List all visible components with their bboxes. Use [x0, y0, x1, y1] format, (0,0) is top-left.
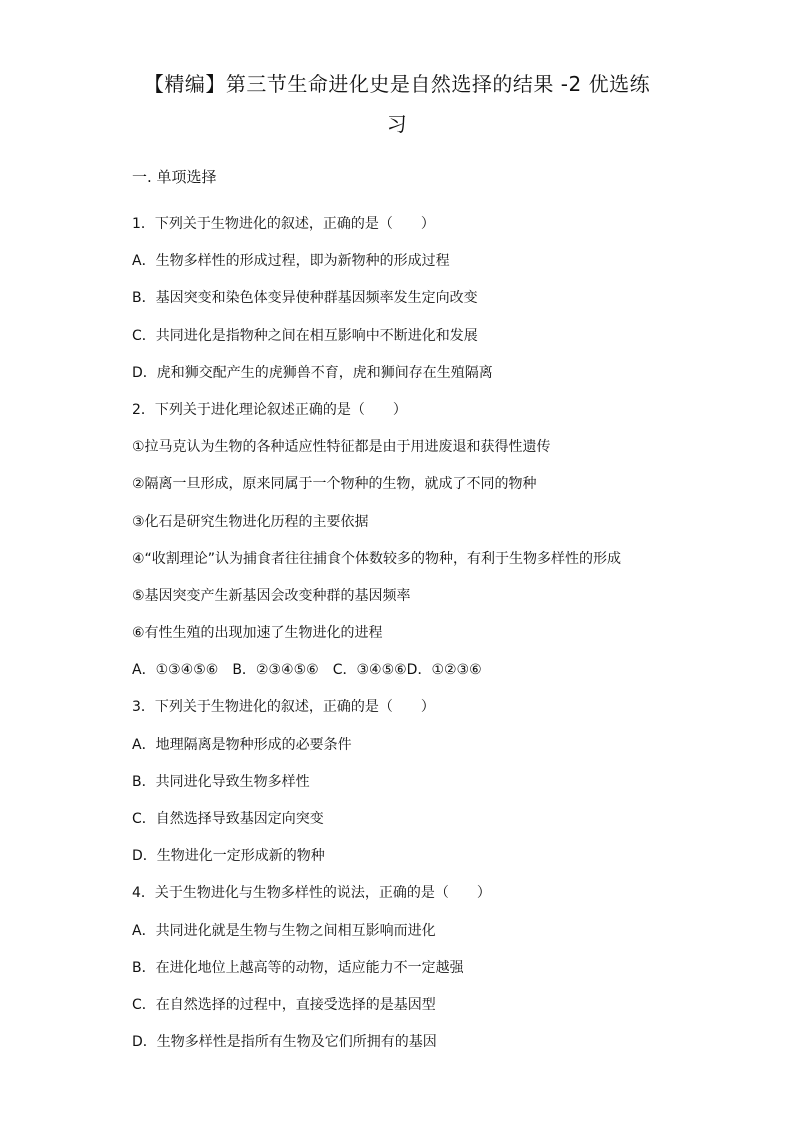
question-1-option-a: A．生物多样性的形成过程，即为新物种的形成过程 [132, 253, 450, 270]
question-4-stem: 4．关于生物进化与生物多样性的说法，正确的是（ ） [132, 885, 491, 902]
question-4-option-c: C．在自然选择的过程中，直接受选择的是基因型 [132, 996, 436, 1013]
question-1-stem: 1．下列关于生物进化的叙述，正确的是（ ） [132, 216, 435, 232]
question-4-option-b: B．在进化地位上越高等的动物，适应能力不一定越强 [132, 959, 464, 976]
question-3-option-d: D．生物进化一定形成新的物种 [132, 848, 325, 865]
title-line-2: 习 [386, 112, 408, 136]
question-2-stem: 2．下列关于进化理论叙述正确的是（ ） [132, 401, 407, 418]
question-1-option-b: B．基因突变和染色体变异使种群基因频率发生定向改变 [132, 290, 478, 307]
question-3-option-b: B．共同进化导致生物多样性 [132, 773, 310, 790]
question-3-stem: 3．下列关于生物进化的叙述，正确的是（ ） [132, 699, 435, 716]
question-2-statement-1: ①拉马克认为生物的各种适应性特征都是由于用进废退和获得性遗传 [132, 439, 551, 456]
question-2-options: A．①③④⑤⑥ B．②③④⑤⑥ C．③④⑤⑥D．①②③⑥ [132, 662, 482, 679]
document-title [100, 64, 694, 144]
question-2-statement-6: ⑥有性生殖的出现加速了生物进化的进程 [132, 625, 383, 642]
question-1-option-d: D．虎和狮交配产生的虎狮兽不育，虎和狮间存在生殖隔离 [132, 364, 493, 381]
question-2-statement-2: ②隔离一旦形成，原来同属于一个物种的生物，就成了不同的物种 [132, 476, 537, 493]
question-2-statement-5: ⑤基因突变产生新基因会改变种群的基因频率 [132, 587, 411, 604]
section-heading: 一. 单项选择 [132, 168, 217, 186]
question-2-statement-4: ④“收割理论”认为捕食者往往捕食个体数较多的物种，有利于生物多样性的形成 [132, 550, 622, 567]
question-4-option-d: D．生物多样性是指所有生物及它们所拥有的基因 [132, 1034, 437, 1051]
question-1-option-c: C．共同进化是指物种之间在相互影响中不断进化和发展 [132, 327, 478, 344]
question-list [132, 212, 732, 1067]
question-3-option-c: C．自然选择导致基因定向突变 [132, 811, 324, 827]
question-3-option-a: A．地理隔离是物种形成的必要条件 [132, 736, 352, 753]
question-4-option-a: A．共同进化就是生物与生物之间相互影响而进化 [132, 922, 436, 939]
title-line-1: 【精编】第三节生命进化史是自然选择的结果 -2 优选练 [143, 72, 651, 96]
question-2-statement-3: ③化石是研究生物进化历程的主要依据 [132, 513, 369, 530]
